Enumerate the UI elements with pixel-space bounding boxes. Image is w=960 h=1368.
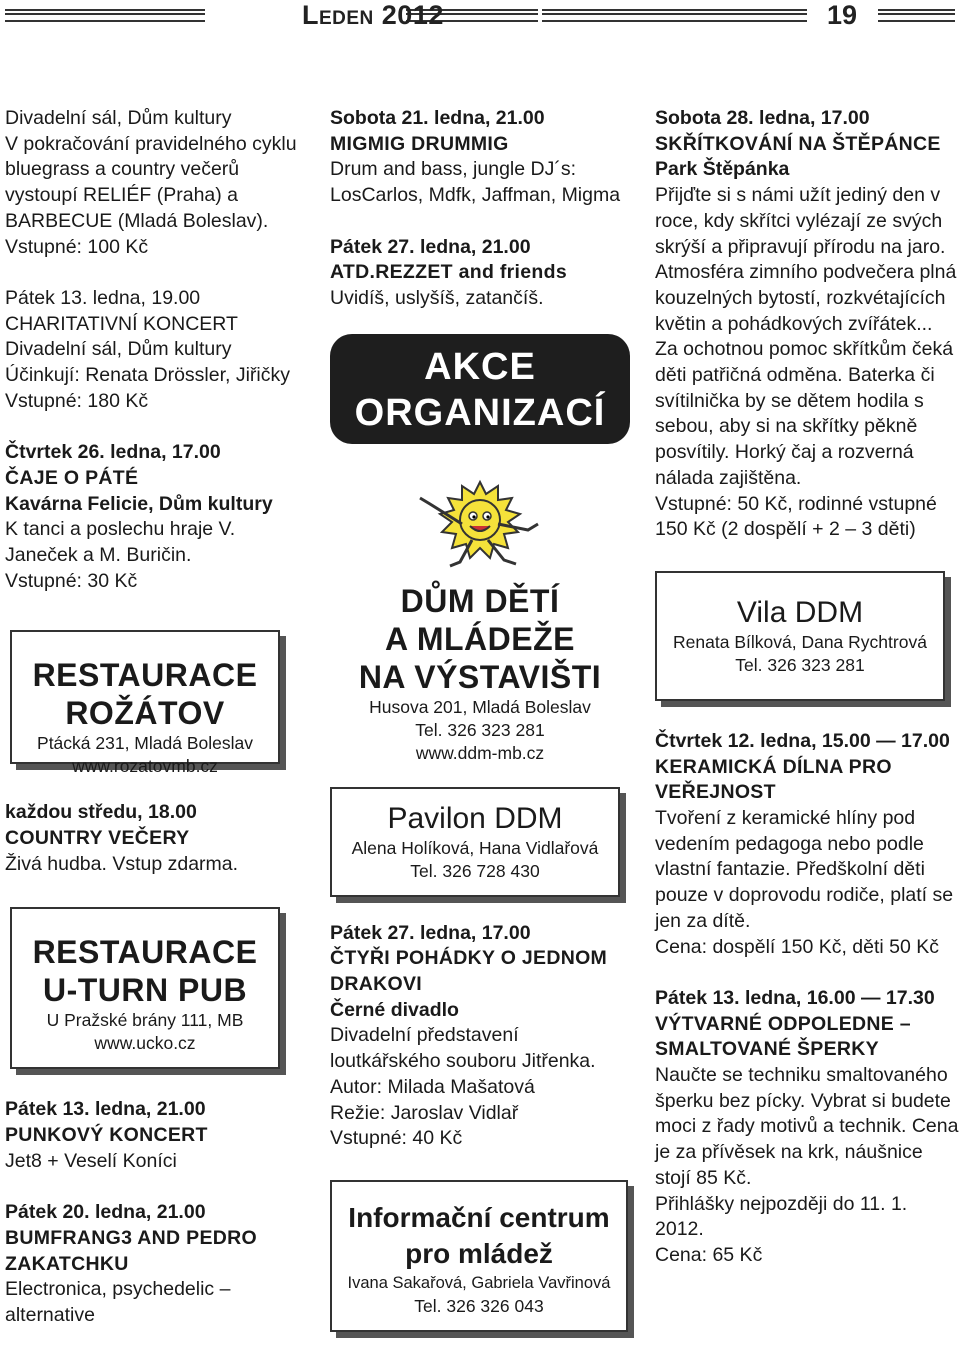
event-date: každou středu, 18.00 [5,801,197,824]
section-heading-akce [330,334,630,444]
box-title: Vila DDM [736,595,864,629]
event-entry: Vstupné: 50 Kč, rodinné vstupné 150 Kč (2 dospělí + 2 – 3 děti) [655,492,937,541]
box-tel: Tel. 326 323 281 [735,654,865,675]
event-text: Uvidíš, uslyšíš, zatančíš. [330,286,544,309]
box-line-1: RESTAURACE [32,657,258,694]
page-header [0,0,960,40]
event-smalt [655,986,960,1269]
event-title: MIGMIG DRUMMIG [330,132,509,155]
event-text: Drum and bass, jungle DJ´s: LosCarlos, Mdfk, Jaffman, Migma [330,158,621,207]
restaurant-rozatov-box [10,630,280,777]
event-migmig [330,106,630,209]
event-text: Živá hudba. Vstup zdarma. [5,852,239,875]
event-entry: Vstupné: 180 Kč [5,389,149,412]
box-line-2: U-TURN PUB [42,972,248,1009]
event-entry: Vstupné: 100 Kč [5,235,149,258]
event-bumfrang [5,1200,305,1329]
event-date: Pátek 27. ledna, 21.00 [330,235,531,258]
event-title: ČAJE O PÁTÉ [5,466,139,489]
event-bluegrass [5,106,305,260]
header-rule-right [878,9,955,22]
box-address: Ptácká 231, Mladá Boleslav [37,733,253,754]
event-title: COUNTRY VEČERY [5,827,190,850]
box-tel: Tel. 326 728 430 [410,860,540,881]
event-entry: Vstupné: 40 Kč [330,1127,463,1150]
box-line-1: Informační centrum [348,1201,610,1233]
event-title: CHARITATIVNÍ KONCERT [5,312,238,335]
header-rule-middle-right [542,9,807,22]
box-tel: Tel. 326 326 043 [414,1295,544,1316]
akce-line-2: ORGANIZACÍ [354,391,606,434]
page-number: 19 [827,0,858,30]
box-people: Renata Bílková, Dana Rychtrová [673,631,927,652]
event-country [5,800,305,877]
event-date: Sobota 28. ledna, 17.00 [655,107,870,129]
column-1 [5,106,305,1329]
event-text: Electronica, psychedelic – alternative [5,1278,231,1327]
event-venue: Černé divadlo [330,998,459,1021]
akce-line-1: AKCE [424,345,536,388]
column-3 [655,106,960,1269]
event-title: KERAMICKÁ DÍLNA PRO VEŘEJNOST [655,755,892,804]
ddm-web: www.ddm-mb.cz [415,742,545,763]
event-punk [5,1097,305,1174]
event-text: Tvoření z keramické hlíny pod vedením pedagoga nebo podle vlastní fantazie. Předškolní děti pouze v doprovodu rodiče, platí se jen za dítě. [655,807,954,932]
event-text: Naučte se techniku smaltovaného šperku bez pícky. Vybrat si budete moci z řady motivů a technik. Cena je za přívěsek na krk, náušnice stojí 85 Kč. [655,1064,959,1189]
event-text: Divadelní představení loutkářského souboru Jitřenka. [330,1024,596,1073]
event-date: Čtvrtek 26. ledna, 17.00 [5,441,221,464]
box-web: www.rozatovmb.cz [72,756,218,777]
ddm-line-3: NA VÝSTAVIŠTI [358,658,602,695]
box-people: Ivana Sakařová, Gabriela Vavřinová [347,1273,611,1292]
box-line-2: pro mládež [405,1237,553,1269]
event-price: Cena: dospělí 150 Kč, děti 50 Kč [655,935,940,958]
event-text: V pokračování pravidelného cyklu bluegrass a country večerů vystoupí RELIÉF (Praha) a BARBECUE (Mladá Boleslav). [5,132,297,232]
event-title: SKŘÍTKOVÁNÍ NA ŠTĚPÁNCE [655,132,941,155]
event-title: VÝTVARNÉ ODPOLEDNE – SMALTOVANÉ ŠPERKY [655,1012,911,1061]
box-address: U Pražské brány 111, MB [46,1010,244,1031]
event-dragon [330,921,630,1152]
event-venue: Park Štěpánka [655,158,790,181]
sun-mascot-icon [410,474,550,574]
box-people: Alena Holíková, Hana Vidlařová [351,837,599,858]
event-text: Účinkují: Renata Drössler, Jiřičky [5,364,290,387]
event-author: Autor: Milada Mašatová [330,1075,535,1098]
ddm-info [330,582,630,765]
event-deadline: Přihlášky nejpozději do 11. 1. 2012. [655,1192,908,1241]
event-venue: Divadelní sál, Dům kultury [5,107,232,129]
box-line-2: ROŽÁTOV [65,695,225,732]
event-date: Pátek 13. ledna, 19.00 [5,286,201,309]
event-keramika [655,729,960,960]
restaurant-uturn-box [10,907,280,1069]
event-venue: Kavárna Felicie, Dům kultury [5,492,273,515]
event-date: Pátek 13. ledna, 16.00 — 17.30 [655,986,935,1009]
event-title: PUNKOVÝ KONCERT [5,1124,208,1147]
event-atd [330,235,630,312]
header-title: Leden 2012 [302,0,444,30]
event-date: Pátek 20. ledna, 21.00 [5,1201,206,1224]
ddm-tel: Tel. 326 323 281 [415,719,545,740]
ddm-line-1: DŮM DĚTÍ [400,582,560,619]
event-title: ATD.REZZET and friends [330,261,567,284]
pavilon-ddm-box [330,787,620,897]
event-text: Jet8 + Veselí Koníci [5,1149,177,1172]
vila-ddm-box [655,571,945,701]
event-date: Čtvrtek 12. ledna, 15.00 — 17.00 [655,729,950,752]
event-date: Sobota 21. ledna, 21.00 [330,107,545,129]
event-title: ČTYŘI POHÁDKY O JEDNOM DRAKOVI [330,947,608,996]
box-web: www.ucko.cz [94,1033,196,1054]
event-tea-dance [5,440,305,594]
event-venue: Divadelní sál, Dům kultury [5,338,232,361]
ddm-address: Husova 201, Mladá Boleslav [369,696,591,717]
event-director: Režie: Jaroslav Vidlař [330,1101,519,1124]
event-text: K tanci a poslechu hraje V. Janeček a M. Buričin. [5,518,236,566]
event-text: Přijďte si s námi užít jediný den v roce, kdy skřítci vylézají ze svých skrýší a připravují přírodu na jaro. Atmosféra zimního podvečera plná kouzelných bytostí, rozkvétajících květin a pohádkových zvířátek... Za ochotnou pomoc skřítkům čeká děti patřičná odměna. Baterka či svítilnička by se dětem hodila s sebou, aby si na skřítky pěkně posvítily. Horký čaj a rozverná nálada zajištěna. [655,184,957,489]
event-date: Pátek 27. ledna, 17.00 [330,921,531,944]
event-price: Cena: 65 Kč [655,1244,763,1266]
event-charity [5,286,305,415]
column-2 [330,106,630,1332]
box-line-1: RESTAURACE [32,934,258,971]
event-title: BUMFRANG3 AND PEDRO ZAKATCHKU [5,1226,257,1275]
event-date: Pátek 13. ledna, 21.00 [5,1098,206,1121]
header-rule-left [5,9,205,22]
icm-box [330,1180,628,1332]
event-skritek [655,106,960,543]
event-entry: Vstupné: 30 Kč [5,569,138,592]
box-title: Pavilon DDM [387,801,563,835]
ddm-line-2: A MLÁDEŽE [385,620,575,657]
